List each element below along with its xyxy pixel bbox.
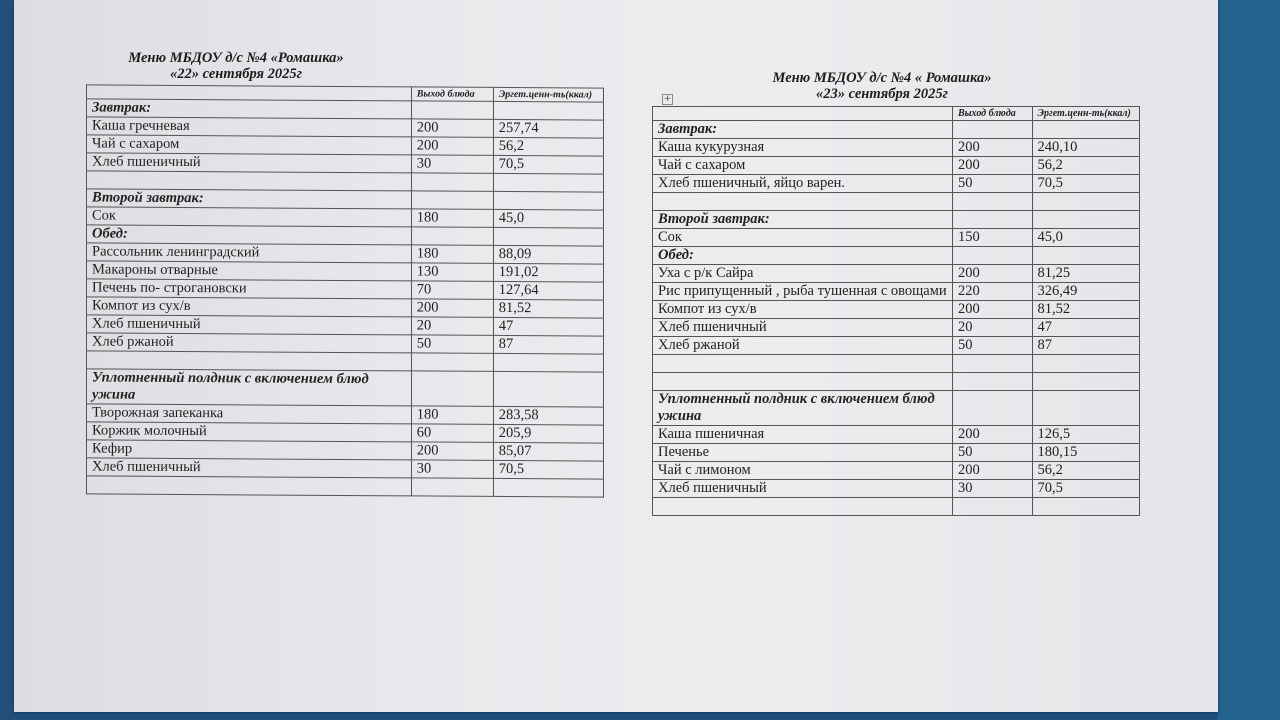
section-title: Уплотненный полдник с включением блюд ужина: [653, 391, 953, 426]
table-row: [653, 157, 1140, 175]
dish-name: Рассольник ленинградский: [87, 243, 412, 263]
table-row: [653, 480, 1140, 498]
section-blank-cell: [493, 101, 603, 120]
empty-cell[interactable]: [653, 498, 953, 516]
dish-name: Сок: [87, 207, 412, 227]
section-blank-cell: [952, 247, 1032, 265]
section-blank-cell: [952, 391, 1032, 426]
dish-name: Хлеб пшеничный: [653, 319, 953, 337]
dish-energy: 81,52: [1032, 301, 1140, 319]
dish-energy: 47: [493, 317, 603, 336]
dish-name: Каша гречневая: [87, 117, 412, 137]
empty-row: [653, 373, 1140, 391]
column-header-energy: Эргет.ценн-ть(ккал): [1032, 107, 1140, 121]
section-blank-cell: [1032, 391, 1140, 426]
dish-output: 20: [952, 319, 1032, 337]
dish-energy: 87: [1032, 337, 1140, 355]
dish-output: 180: [411, 209, 493, 228]
section-blank-cell: [411, 101, 493, 120]
dish-output: 150: [952, 229, 1032, 247]
section-blank-cell: [1032, 211, 1140, 229]
screen-bezel-left: [0, 0, 14, 720]
table-row: [87, 117, 604, 138]
table-row: [87, 261, 604, 282]
table-row: [653, 337, 1140, 355]
empty-cell[interactable]: [952, 193, 1032, 211]
dish-output: 50: [952, 444, 1032, 462]
dish-name: Творожная запеканка: [87, 404, 412, 424]
dish-output: 200: [952, 462, 1032, 480]
empty-cell[interactable]: [952, 373, 1032, 391]
section-blank-cell: [1032, 121, 1140, 139]
column-header-energy: Эргет.ценн-ть(ккал): [493, 87, 603, 102]
dish-output: 50: [952, 175, 1032, 193]
dish-output: 60: [411, 424, 493, 443]
menu-table: [86, 84, 604, 497]
dish-name: Хлеб ржаной: [87, 333, 412, 353]
dish-name: Хлеб пшеничный: [653, 480, 953, 498]
dish-output: 200: [411, 299, 493, 318]
empty-cell[interactable]: [653, 373, 953, 391]
dish-energy: 56,2: [1032, 462, 1140, 480]
table-row: [87, 333, 604, 354]
dish-energy: 127,64: [493, 281, 603, 300]
dish-output: 200: [411, 137, 493, 156]
dish-name: Хлеб пшеничный: [87, 153, 412, 173]
table-move-handle-icon[interactable]: +: [663, 94, 672, 104]
table-row: [653, 444, 1140, 462]
dish-name: Чай с лимоном: [653, 462, 953, 480]
table-row: [653, 265, 1140, 283]
section-row: [87, 189, 604, 210]
empty-cell[interactable]: [493, 173, 603, 192]
table-row: [653, 426, 1140, 444]
dish-name: Чай с сахаром: [87, 135, 412, 155]
section-title: Завтрак:: [87, 99, 412, 119]
table-row: [653, 283, 1140, 301]
empty-cell[interactable]: [1032, 373, 1140, 391]
section-row: [87, 369, 604, 407]
section-blank-cell: [493, 371, 603, 407]
dish-energy: 70,5: [1032, 480, 1140, 498]
dish-energy: 56,2: [1032, 157, 1140, 175]
dish-energy: 87: [493, 335, 603, 354]
dish-output: 130: [411, 263, 493, 282]
dish-energy: 257,74: [493, 119, 603, 138]
menu-title-text: Меню МБДОУ д/с №4 « Ромашка»: [772, 70, 992, 86]
dish-energy: 70,5: [493, 460, 603, 479]
dish-energy: 70,5: [1032, 175, 1140, 193]
menu-title-text: Меню МБДОУ д/с №4 «Ромашка»: [128, 50, 344, 66]
dish-energy: 45,0: [1032, 229, 1140, 247]
dish-output: 220: [952, 283, 1032, 301]
section-blank-cell: [411, 227, 493, 246]
table-row: [87, 135, 604, 156]
table-row: [653, 175, 1140, 193]
menu-date: «23» сентября 2025г: [815, 86, 949, 102]
dish-energy: 126,5: [1032, 426, 1140, 444]
dish-output: 200: [952, 301, 1032, 319]
empty-cell[interactable]: [1032, 498, 1140, 516]
dish-energy: 326,49: [1032, 283, 1140, 301]
section-blank-cell: [1032, 247, 1140, 265]
section-title: Второй завтрак:: [653, 211, 953, 229]
dish-name: Хлеб пшеничный, яйцо варен.: [653, 175, 953, 193]
dish-name: Макароны отварные: [87, 261, 412, 281]
dish-name: Каша пшеничная: [653, 426, 953, 444]
empty-cell[interactable]: [653, 193, 953, 211]
dish-name: Компот из сух/в: [653, 301, 953, 319]
table-row: [653, 301, 1140, 319]
section-row: [653, 391, 1140, 426]
dish-energy: 56,2: [493, 137, 603, 156]
table-row: [653, 462, 1140, 480]
dish-output: 200: [952, 139, 1032, 157]
screen-bezel-right: [1218, 0, 1280, 720]
dish-energy: 180,15: [1032, 444, 1140, 462]
section-blank-cell: [493, 227, 603, 246]
menu-date: «22» сентября 2025г: [169, 66, 303, 82]
dish-energy: 45,0: [493, 209, 603, 228]
empty-row: [653, 193, 1140, 211]
table-row: [653, 229, 1140, 247]
empty-cell[interactable]: [87, 171, 412, 191]
dish-name: Печень по- строгановски: [87, 279, 412, 299]
table-row: [87, 153, 604, 174]
menu-title: [682, 70, 1082, 102]
dish-name: Хлеб ржаной: [653, 337, 953, 355]
section-blank-cell: [493, 191, 603, 210]
document-page: [14, 0, 1218, 712]
section-blank-cell: [411, 371, 493, 407]
section-row: [653, 247, 1140, 265]
table-row: [87, 279, 604, 300]
dish-output: 30: [952, 480, 1032, 498]
dish-name: Коржик молочный: [87, 422, 412, 442]
empty-cell[interactable]: [493, 353, 603, 372]
menu-title: [86, 50, 386, 82]
table-row: [87, 458, 604, 479]
section-title: Завтрак:: [653, 121, 953, 139]
dish-output: 200: [411, 119, 493, 138]
table-row: [87, 422, 604, 443]
empty-cell[interactable]: [1032, 193, 1140, 211]
dish-name: Печенье: [653, 444, 953, 462]
dish-output: 70: [411, 281, 493, 300]
section-title: Обед:: [87, 225, 412, 245]
dish-output: 180: [411, 406, 493, 425]
dish-output: 200: [952, 157, 1032, 175]
dish-name: Хлеб пшеничный: [87, 315, 412, 335]
column-header-output: Выход блюда: [411, 87, 493, 102]
section-title: Обед:: [653, 247, 953, 265]
empty-row: [653, 498, 1140, 516]
menu-22-september: [86, 50, 606, 496]
dish-output: 30: [411, 460, 493, 479]
empty-cell[interactable]: [1032, 355, 1140, 373]
dish-energy: 88,09: [493, 245, 603, 264]
dish-output: 180: [411, 245, 493, 264]
dish-energy: 283,58: [493, 406, 603, 425]
dish-name: Уха с р/к Сайра: [653, 265, 953, 283]
empty-row: [653, 355, 1140, 373]
dish-name: Чай с сахаром: [653, 157, 953, 175]
dish-energy: 205,9: [493, 424, 603, 443]
empty-cell[interactable]: [87, 476, 412, 496]
empty-cell[interactable]: [411, 353, 493, 372]
header-row: [653, 107, 1140, 121]
section-title: Второй завтрак:: [87, 189, 412, 209]
dish-name: Компот из сух/в: [87, 297, 412, 317]
dish-name: Рис припущенный , рыба тушенная с овощами: [653, 283, 953, 301]
header-blank-cell: [653, 107, 953, 121]
dish-energy: 47: [1032, 319, 1140, 337]
empty-cell[interactable]: [411, 478, 493, 497]
dish-name: Кефир: [87, 440, 412, 460]
dish-energy: 85,07: [493, 442, 603, 461]
dish-output: 50: [411, 335, 493, 354]
section-row: [653, 211, 1140, 229]
section-row: [653, 121, 1140, 139]
dish-output: 200: [952, 426, 1032, 444]
section-title: Уплотненный полдник с включением блюд ужина: [87, 369, 412, 406]
empty-cell[interactable]: [411, 173, 493, 192]
dish-output: 200: [952, 265, 1032, 283]
empty-cell[interactable]: [653, 355, 953, 373]
empty-cell[interactable]: [952, 355, 1032, 373]
section-blank-cell: [411, 191, 493, 210]
dish-name: Сок: [653, 229, 953, 247]
table-row: [653, 139, 1140, 157]
menu-23-september: [652, 70, 1149, 516]
dish-name: Каша кукурузная: [653, 139, 953, 157]
table-row: [653, 319, 1140, 337]
dish-energy: 81,25: [1032, 265, 1140, 283]
table-row: [87, 297, 604, 318]
dish-output: 200: [411, 442, 493, 461]
empty-cell[interactable]: [493, 478, 603, 497]
dish-energy: 81,52: [493, 299, 603, 318]
dish-energy: 191,02: [493, 263, 603, 282]
table-row: [87, 243, 604, 264]
table-row: [87, 315, 604, 336]
section-blank-cell: [952, 121, 1032, 139]
dish-name: Хлеб пшеничный: [87, 458, 412, 478]
section-blank-cell: [952, 211, 1032, 229]
empty-cell[interactable]: [87, 351, 412, 371]
dish-output: 50: [952, 337, 1032, 355]
column-header-output: Выход блюда: [952, 107, 1032, 121]
dish-output: 20: [411, 317, 493, 336]
empty-cell[interactable]: [952, 498, 1032, 516]
dish-energy: 70,5: [493, 155, 603, 174]
empty-row: [87, 476, 604, 497]
table-row: [87, 404, 604, 425]
dish-energy: 240,10: [1032, 139, 1140, 157]
dish-output: 30: [411, 155, 493, 174]
menu-table: [652, 106, 1140, 516]
